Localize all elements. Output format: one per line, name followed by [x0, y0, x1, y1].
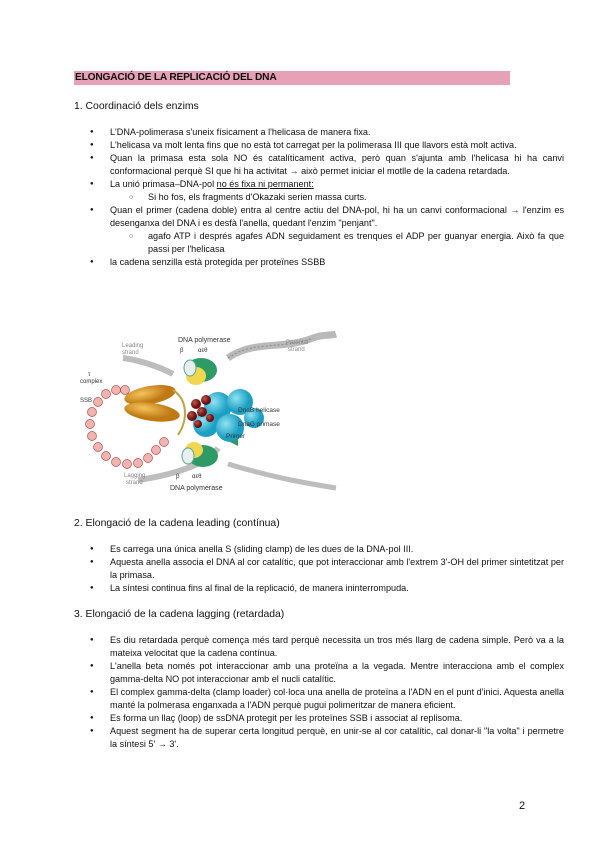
section-1-list: [74, 126, 564, 269]
label-beta-top: β: [180, 348, 184, 354]
section-2-heading: 2. Elongació de la cadena leading (contínua): [74, 518, 280, 529]
list-item: ● Quan el primer (cadena doble) entra al centre actiu del DNA-pol, hi ha un canvi conformacional → l'enzim es desenganxa del DNA i es desfà l'anella, quedant l'enzim "penjant".: [74, 204, 564, 230]
label-beta-bottom: β: [176, 474, 180, 480]
list-item: ● Aquesta anella associa el DNA al cor catalític, que pot interaccionar amb l'extrem 3'-OH del primer sintetitzat per la primasa.: [74, 556, 564, 582]
label-leading: Leading: [122, 343, 144, 349]
label-tau: τ: [88, 372, 91, 378]
section-2-list: [74, 543, 564, 595]
list-item: ● Es diu retardada perquè comença més tard perquè necessita un tros més llarg de cadena simple. Però va a la mateixa velocitat que la cadena contínua.: [74, 634, 564, 660]
underlined-text: no és fixa ni permanent:: [216, 179, 314, 189]
label-alpha-theta-top: αεθ: [198, 348, 208, 354]
label-primer: Primer: [226, 433, 246, 440]
page-number: 2: [519, 800, 526, 812]
label-leading-strand: strand: [122, 350, 139, 356]
label-lagging: Lagging: [124, 473, 146, 479]
list-item: ● L'DNA-polimerasa s'uneix físicament a l'helicasa de manera fixa.: [74, 126, 564, 139]
list-item: ● Quan la primasa esta sola NO és catalíticament activa, però quan s'ajunta amb l'helicasa hi ha canvi conformacional perquè SI que hi ha activitat → això permet iniciar el motlle de la cadena retardada.: [74, 152, 564, 178]
label-complex: complex: [80, 379, 103, 385]
label-dna-polymerase-bottom: DNA polymerase: [170, 485, 223, 492]
list-item: ● Es forma un llaç (loop) de ssDNA protegit per les proteïnes SSB i associat al replisoma.: [74, 712, 564, 725]
label-lagging-strand: strand: [126, 480, 143, 486]
section-3-list: [74, 634, 564, 751]
label-ssb: SSB: [80, 398, 93, 404]
list-item: ● L'anella beta només pot interaccionar amb una proteïna a la vegada. Mentre interacciona amb el complex gamma-delta NO pot interaccionar amb el nucli catalític.: [74, 660, 564, 686]
list-item: ● La síntesi continua fins al final de la replicació, de manera ininterrompuda.: [74, 582, 564, 595]
section-1-heading: 1. Coordinació dels enzims: [74, 101, 199, 112]
label-dna-polymerase-top: DNA polymerase: [178, 337, 231, 344]
list-item: [74, 178, 564, 191]
page-title: ELONGACIÓ DE LA REPLICACIÓ DEL DNA: [75, 72, 277, 83]
label-parental-strand: strand: [288, 347, 305, 353]
replisome-figure: [78, 330, 338, 496]
list-item: ● Es carrega una única anella S (sliding clamp) de les dues de la DNA-pol III.: [74, 543, 564, 556]
label-alpha-theta-bottom: αεθ: [192, 474, 202, 480]
label-dnag-primase: DnaG primase: [238, 421, 280, 428]
label-parental: Parental: [286, 340, 309, 346]
label-dnab-helicase: DnaB helicase: [238, 407, 280, 414]
list-item-text: La unió primasa–DNA-pol: [110, 179, 217, 189]
list-item: ● la cadena senzilla està protegida per proteïnes SSBB: [74, 256, 564, 269]
list-item: ● L'helicasa va molt lenta fins que no està tot carregat per la polimerasa III que llavors està molt activa.: [74, 139, 564, 152]
sub-list-item: ○ Si ho fos, els fragments d'Okazaki serien massa curts.: [74, 191, 564, 204]
section-3-heading: 3. Elongació de la cadena lagging (retardada): [74, 609, 285, 620]
list-item: ● Aquest segment ha de superar certa longitud perquè, en unir-se al cor catalític, cal donar-li "la volta" i permetre la síntesi 5' → 3'.: [74, 725, 564, 751]
sub-list-item: ○ agafo ATP i després agafes ADN seguidament es trenques el ADP per guanyar energia. Això fa que passi per l'helicasa: [74, 230, 564, 256]
list-item: ● El complex gamma-delta (clamp loader) col·loca una anella de proteïna a l'ADN en el punt d'inici. Aquesta anella manté la polmerasa enganxada a l'ADN perquè pugui polimeritzar de manera eficient.: [74, 686, 564, 712]
